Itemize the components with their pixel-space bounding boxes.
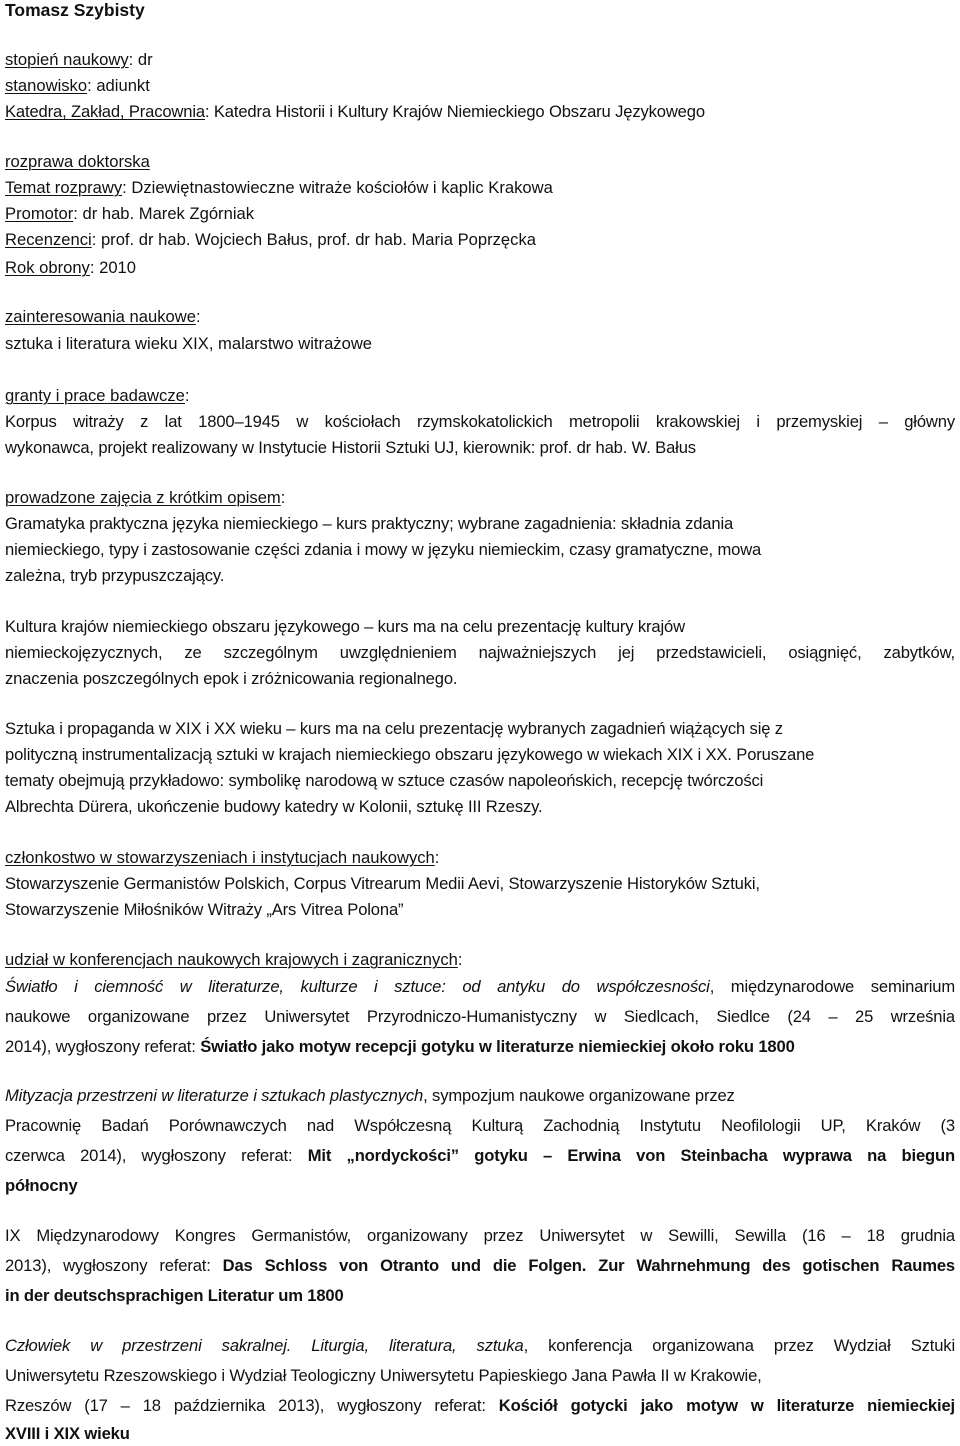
grants-line-2: wykonawca, projekt realizowany w Instytucie Historii Sztuki UJ, kierownik: prof. dr hab. W. Bałus	[5, 438, 696, 457]
topic-value: Dziewiętnastowieczne witraże kościołów i kaplic Krakowa	[131, 178, 553, 197]
conference-4-title: Człowiek w przestrzeni sakralnej. Liturgia, literatura, sztuka	[5, 1336, 524, 1355]
conferences-heading: udział w konferencjach naukowych krajowych i zagranicznych:	[5, 950, 463, 969]
conference-3-line-2: 2013), wygłoszony referat: Das Schloss von Otranto und die Folgen. Zur Wahrnehmung des gotischen Raumes	[5, 1256, 955, 1275]
memberships-heading: członkostwo w stowarzyszeniach i instytucjach naukowych:	[5, 848, 440, 867]
grants-line-1: Korpus witraży z lat 1800–1945 w kościołach rzymskokatolickich metropolii krakowskiej i przemyskiej – główny	[5, 412, 955, 431]
conference-1-line-2: naukowe organizowane przez Uniwersytet Przyrodniczo-Humanistyczny w Siedlcach, Siedlce (24 – 25 września	[5, 1007, 955, 1026]
department-line: Katedra, Zakład, Pracownia: Katedra Historii i Kultury Krajów Niemieckiego Obszaru Językowego	[5, 102, 705, 121]
promoter-value: dr hab. Marek Zgórniak	[82, 204, 255, 223]
year-label: Rok obrony	[5, 258, 90, 277]
conference-1-line-3: 2014), wygłoszony referat: Światło jako motyw recepcji gotyku w literaturze niemieckiej około roku 1800	[5, 1037, 795, 1056]
reviewers-line: Recenzenci: prof. dr hab. Wojciech Bałus, prof. dr hab. Maria Poprzęcka	[5, 230, 536, 249]
memberships-line-1: Stowarzyszenie Germanistów Polskich, Corpus Vitrearum Medii Aevi, Stowarzyszenie Historyków Sztuki,	[5, 874, 760, 893]
position-value: adiunkt	[96, 76, 150, 95]
course-2-line-2: niemieckojęzycznych, ze szczególnym uwzględnieniem najważniejszych jej przedstawicieli, osiągnięć, zabytków,	[5, 643, 955, 662]
conference-2-line-2: Pracownię Badań Porównawczych nad Współczesną Kulturą Zachodnią Instytutu Neofilologii UP, Kraków (3	[5, 1116, 955, 1135]
grants-heading: granty i prace badawcze:	[5, 386, 190, 405]
conference-1-paper: Światło jako motyw recepcji gotyku w literaturze niemieckiej około roku 1800	[200, 1037, 795, 1056]
course-2-line-1: Kultura krajów niemieckiego obszaru językowego – kurs ma na celu prezentację kultury krajów	[5, 617, 685, 636]
course-1-line-2: niemieckiego, typy i zastosowanie części zdania i mowy w języku niemieckim, czasy gramatyczne, mowa	[5, 540, 762, 559]
position-line: stanowisko: adiunkt	[5, 76, 150, 95]
reviewers-value: prof. dr hab. Wojciech Bałus, prof. dr hab. Maria Poprzęcka	[100, 230, 536, 249]
conference-3-paper: Das Schloss von Otranto und die Folgen. Zur Wahrnehmung des gotischen Raumes	[222, 1256, 955, 1275]
promoter-line: Promotor: dr hab. Marek Zgórniak	[5, 204, 255, 223]
degree-line: stopień naukowy: dr	[5, 50, 153, 69]
conference-2-line-4: północny	[5, 1176, 78, 1195]
conference-4-paper: Kościół gotycki jako motyw w literaturze niemieckiej	[498, 1396, 955, 1415]
year-value: 2010	[99, 258, 137, 277]
defense-year-line: Rok obrony: 2010	[5, 258, 137, 277]
interests-text: sztuka i literatura wieku XIX, malarstwo witrażowe	[5, 334, 373, 353]
degree-label: stopień naukowy	[5, 50, 129, 69]
conference-4-line-2: Uniwersytetu Rzeszowskiego i Wydział Teologiczny Uniwersytetu Papieskiego Jana Pawła II w Krakowie,	[5, 1366, 762, 1385]
course-3-line-2: polityczną instrumentalizacją sztuki w krajach niemieckiego obszaru językowego w wiekach XIX i XX. Poruszane	[5, 745, 815, 764]
course-3-line-4: Albrechta Dürera, ukończenie budowy katedry w Kolonii, sztukę III Rzeszy.	[5, 797, 543, 816]
interests-heading: zainteresowania naukowe:	[5, 307, 201, 326]
course-1-line-3: zależna, tryb przypuszczający.	[5, 566, 225, 585]
courses-heading: prowadzone zajęcia z krótkim opisem:	[5, 488, 286, 507]
course-3-line-3: tematy obejmują przykładowo: symbolikę narodową w sztuce czasów napoleońskich, recepcję twórczości	[5, 771, 764, 790]
conference-2-line-3: czerwca 2014), wygłoszony referat: Mit „nordyckości” gotyku – Erwina von Steinbacha wyprawa na biegun	[5, 1146, 955, 1165]
department-value: Katedra Historii i Kultury Krajów Niemieckiego Obszaru Językowego	[213, 102, 705, 121]
course-1-line-1: Gramatyka praktyczna języka niemieckiego – kurs praktyczny; wybrane zagadnienia: składnia zdania	[5, 514, 734, 533]
conference-1-title: Światło i ciemność w literaturze, kulturze i sztuce: od antyku do współczesności	[5, 977, 710, 996]
conference-3-line-3: in der deutschsprachigen Literatur um 1800	[5, 1286, 344, 1305]
course-3-line-1: Sztuka i propaganda w XIX i XX wieku – kurs ma na celu prezentację wybranych zagadnień wiążących się z	[5, 719, 783, 738]
conference-1-line-1: Światło i ciemność w literaturze, kulturze i sztuce: od antyku do współczesności, międzynarodowe seminarium	[5, 977, 955, 996]
position-label: stanowisko	[5, 76, 88, 95]
promoter-label: Promotor	[5, 204, 74, 223]
conference-4-line-3: Rzeszów (17 – 18 października 2013), wygłoszony referat: Kościół gotycki jako motyw w literaturze niemieckiej	[5, 1396, 955, 1415]
conference-2-line-1: Mityzacja przestrzeni w literaturze i sztukach plastycznych, sympozjum naukowe organizowane przez	[5, 1086, 735, 1105]
memberships-line-2: Stowarzyszenie Miłośników Witraży „Ars Vitrea Polona”	[5, 900, 404, 919]
conference-2-title: Mityzacja przestrzeni w literaturze i sztukach plastycznych	[5, 1086, 424, 1105]
dissertation-topic-line: Temat rozprawy: Dziewiętnastowieczne witraże kościołów i kaplic Krakowa	[5, 178, 553, 197]
reviewers-label: Recenzenci	[5, 230, 92, 249]
dissertation-heading: rozprawa doktorska	[5, 152, 150, 171]
conference-2-paper: Mit „nordyckości” gotyku – Erwina von Steinbacha wyprawa na biegun	[307, 1146, 955, 1165]
degree-value: dr	[137, 50, 153, 69]
person-name: Tomasz Szybisty	[5, 0, 145, 20]
topic-label: Temat rozprawy	[5, 178, 123, 197]
course-2-line-3: znaczenia poszczególnych epok i zróżnicowania regionalnego.	[5, 669, 458, 688]
conference-3-line-1: IX Międzynarodowy Kongres Germanistów, organizowany przez Uniwersytet w Sewilli, Sewilla (16 – 18 grudnia	[5, 1226, 955, 1245]
conference-4-line-1: Człowiek w przestrzeni sakralnej. Liturgia, literatura, sztuka, konferencja organizowana przez Wydział Sztuki	[5, 1336, 955, 1355]
department-label: Katedra, Zakład, Pracownia	[5, 102, 205, 121]
conference-4-line-4: XVIII i XIX wieku	[5, 1424, 130, 1443]
